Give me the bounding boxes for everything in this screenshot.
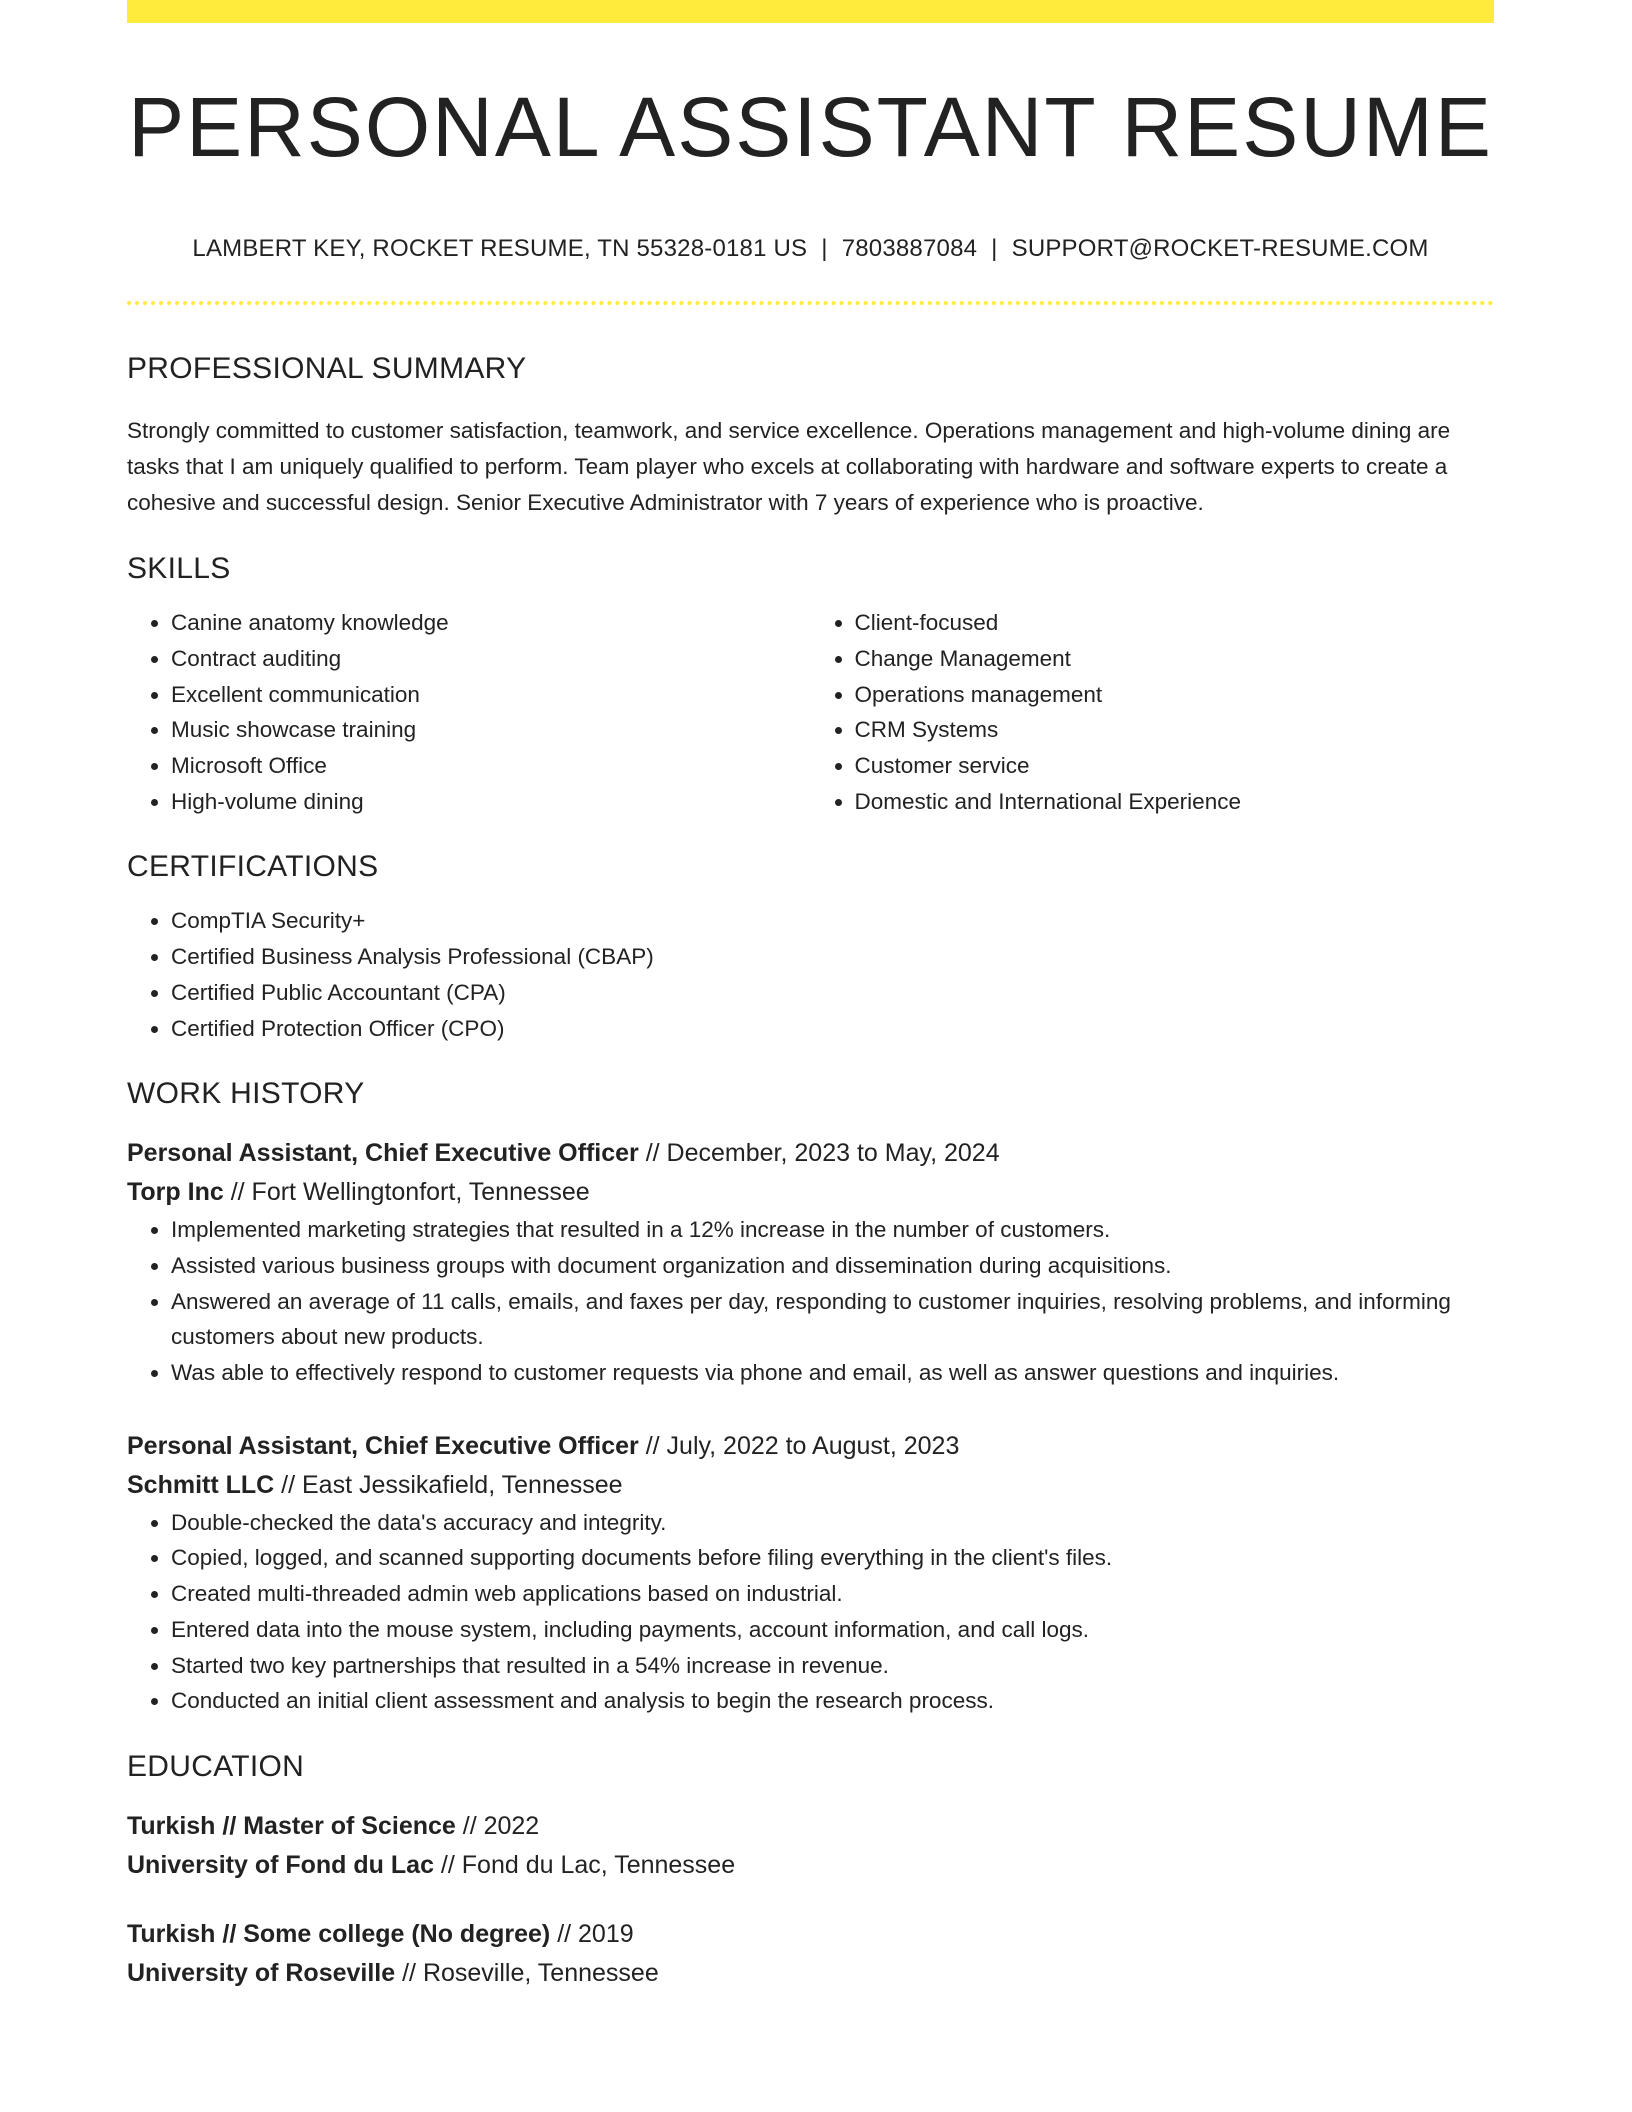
- job-company-line: [127, 1173, 1494, 1212]
- job-bullet: • Started two key partnerships that resulted in a 54% increase in revenue.: [171, 1648, 1494, 1684]
- job-bullet: • Copied, logged, and scanned supporting documents before filing everything in the client's files.: [171, 1540, 1494, 1576]
- job-company: Torp Inc: [127, 1178, 224, 1207]
- education-entry: [127, 1807, 1494, 1885]
- education-location: // Fond du Lac, Tennessee: [433, 1850, 736, 1879]
- education-school-line: [127, 1846, 1494, 1885]
- job-bullet: • Answered an average of 11 calls, emails, and faxes per day, responding to customer inquiries, resolving problems, and informing customers about new products.: [171, 1284, 1494, 1355]
- education-school-line: [127, 1954, 1494, 1993]
- job-bullet: • Created multi-threaded admin web applications based on industrial.: [171, 1576, 1494, 1612]
- skill-item: • Operations management: [855, 677, 1495, 713]
- skills-list-left: [127, 605, 811, 819]
- job-bullet: • Double-checked the data's accuracy and integrity.: [171, 1505, 1494, 1541]
- education-school: University of Fond du Lac: [127, 1850, 434, 1879]
- skill-item: • High-volume dining: [171, 784, 811, 820]
- job-company: Schmitt LLC: [127, 1470, 275, 1499]
- certifications-list: [127, 903, 1494, 1046]
- job-dates: // December, 2023 to May, 2024: [638, 1139, 1000, 1168]
- job-bullet: • Conducted an initial client assessment and analysis to begin the research process.: [171, 1683, 1494, 1719]
- skill-item: • Customer service: [855, 748, 1495, 784]
- job-title-line: [127, 1427, 1494, 1466]
- certifications-heading: CERTIFICATIONS: [127, 850, 379, 884]
- skill-item: • Client-focused: [855, 605, 1495, 641]
- skills-list-right: [811, 605, 1495, 819]
- job-bullets: [127, 1505, 1494, 1719]
- education-degree: Turkish // Master of Science: [127, 1811, 456, 1840]
- contact-address: LAMBERT KEY, ROCKET RESUME, TN 55328-0181 US: [192, 235, 808, 263]
- job-dates: // July, 2022 to August, 2023: [638, 1431, 960, 1460]
- contact-separator: |: [821, 235, 828, 263]
- job-bullet: • Assisted various business groups with document organization and dissemination during acquisitions.: [171, 1248, 1494, 1284]
- education-degree-line: [127, 1915, 1494, 1954]
- contact-phone: 7803887084: [841, 235, 978, 263]
- certification-item: • Certified Public Accountant (CPA): [171, 975, 1494, 1011]
- job-company-line: [127, 1466, 1494, 1505]
- education-year: // 2019: [550, 1919, 634, 1948]
- summary-heading: PROFESSIONAL SUMMARY: [127, 352, 527, 386]
- job-title: Personal Assistant, Chief Executive Officer: [127, 1139, 639, 1168]
- skill-item: • Microsoft Office: [171, 748, 811, 784]
- skills-columns: [127, 605, 1494, 819]
- resume-title: PERSONAL ASSISTANT RESUME: [128, 80, 1493, 174]
- contact-separator: |: [991, 235, 998, 263]
- skill-item: • Contract auditing: [171, 641, 811, 677]
- job-bullet: • Implemented marketing strategies that resulted in a 12% increase in the number of customers.: [171, 1212, 1494, 1248]
- job-bullet: • Was able to effectively respond to customer requests via phone and email, as well as answer questions and inquiries.: [171, 1355, 1494, 1391]
- education-location: // Roseville, Tennessee: [395, 1958, 659, 1987]
- work-history-heading: WORK HISTORY: [127, 1077, 365, 1111]
- job-title: Personal Assistant, Chief Executive Officer: [127, 1431, 639, 1460]
- summary-text: Strongly committed to customer satisfaction, teamwork, and service excellence. Operations management and high-volume dining are tasks that I am uniquely qualified to perform. Team player who excels at collaborating with hardware and software experts to create a cohesive and successful design. Senior Executive Administrator with 7 years of experience who is proactive.: [127, 418, 1451, 516]
- skill-item: • CRM Systems: [855, 712, 1495, 748]
- certification-item: • Certified Protection Officer (CPO): [171, 1011, 1494, 1047]
- job-location: // East Jessikafield, Tennessee: [274, 1470, 623, 1499]
- contact-line: [127, 235, 1494, 263]
- education-degree: Turkish // Some college (No degree): [127, 1919, 551, 1948]
- job-title-line: [127, 1134, 1494, 1173]
- skill-item: • Excellent communication: [171, 677, 811, 713]
- accent-top-bar: [127, 0, 1494, 23]
- education-year: // 2022: [455, 1811, 540, 1840]
- contact-email: SUPPORT@ROCKET-RESUME.COM: [1011, 235, 1429, 263]
- skills-heading: SKILLS: [127, 552, 231, 586]
- education-heading: EDUCATION: [127, 1749, 305, 1783]
- job-bullet: • Entered data into the mouse system, including payments, account information, and call logs.: [171, 1612, 1494, 1648]
- education-degree-line: [127, 1807, 1494, 1846]
- skill-item: • Canine anatomy knowledge: [171, 605, 811, 641]
- resume-content: [127, 0, 1494, 1993]
- job-location: // Fort Wellingtonfort, Tennessee: [223, 1178, 590, 1207]
- education-school: University of Roseville: [127, 1958, 396, 1987]
- certification-item: • Certified Business Analysis Professional (CBAP): [171, 939, 1494, 975]
- skill-item: • Music showcase training: [171, 712, 811, 748]
- certification-item: • CompTIA Security+: [171, 903, 1494, 939]
- job-bullets: [127, 1212, 1494, 1391]
- job-entry: [127, 1427, 1494, 1719]
- skill-item: • Domestic and International Experience: [855, 784, 1495, 820]
- job-entry: [127, 1134, 1494, 1391]
- skill-item: • Change Management: [855, 641, 1495, 677]
- education-entry: [127, 1915, 1494, 1993]
- dotted-divider: [127, 301, 1494, 305]
